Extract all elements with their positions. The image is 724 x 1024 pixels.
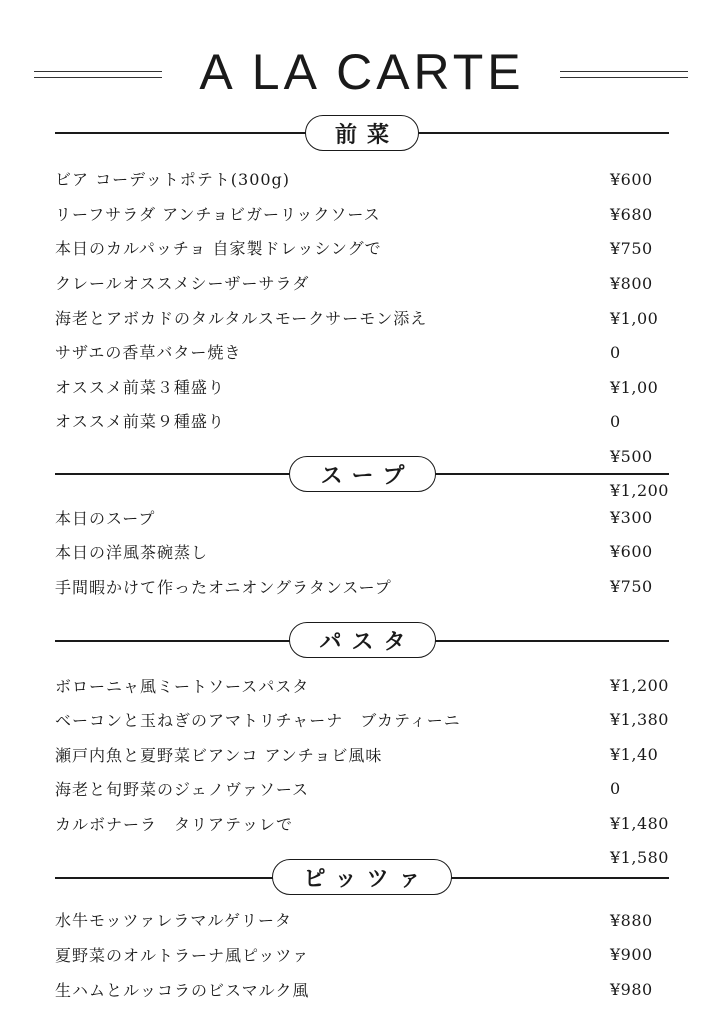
section-heading-soup: スープ [289, 456, 436, 492]
menu-price: ¥1,200 [610, 676, 669, 695]
menu-item: 生ハムとルッコラのビスマルク風 [55, 981, 310, 1000]
menu-item: ベーコンと玉ねぎのアマトリチャーナ ブカティーニ [55, 711, 461, 730]
menu-price: ¥300 [610, 508, 653, 527]
menu-item: 手間暇かけて作ったオニオングラタンスープ [55, 578, 392, 597]
menu-item: 本日のカルパッチョ 自家製ドレッシングで [55, 239, 382, 258]
menu-price: 0 [610, 343, 621, 362]
menu-price: ¥1,00 [610, 378, 659, 397]
menu-item: 瀬戸内魚と夏野菜ビアンコ アンチョビ風味 [55, 746, 383, 765]
menu-price: 0 [610, 412, 621, 431]
menu-price: ¥1,00 [610, 309, 659, 328]
menu-price: ¥500 [610, 447, 653, 466]
menu-item: ビア コーデットポテト(300g) [55, 170, 291, 189]
menu-price: ¥600 [610, 542, 653, 561]
menu-price: ¥880 [610, 911, 653, 930]
menu-price: ¥750 [610, 239, 653, 258]
menu-item: 海老と旬野菜のジェノヴァソース [55, 780, 310, 799]
menu-item: ボローニャ風ミートソースパスタ [55, 677, 310, 696]
menu-price: ¥1,380 [610, 710, 669, 729]
menu-item: サザエの香草バター焼き [55, 343, 242, 362]
menu-item: 本日の洋風茶碗蒸し [55, 543, 209, 562]
section-heading-appetizers: 前菜 [305, 115, 419, 151]
menu-price: ¥750 [610, 577, 653, 596]
menu-price: 0 [610, 779, 621, 798]
menu-item: オススメ前菜９種盛り [55, 412, 225, 431]
menu-price: ¥1,480 [610, 814, 669, 833]
menu-price: ¥900 [610, 945, 653, 964]
page-title: A LA CARTE [199, 44, 525, 100]
menu-price: ¥1,580 [610, 848, 669, 867]
menu-price: ¥980 [610, 980, 653, 999]
menu-price: ¥680 [610, 205, 653, 224]
menu-item: カルボナーラ タリアテッレで [55, 815, 294, 834]
menu-price: ¥800 [610, 274, 653, 293]
menu-item: リーフサラダ アンチョビガーリックソース [55, 205, 381, 224]
section-heading-pizza: ピッツァ [272, 859, 452, 895]
menu-price: ¥1,200 [610, 481, 669, 500]
menu-item: 水牛モッツァレラマルゲリータ [55, 911, 293, 930]
menu-price: ¥600 [610, 170, 653, 189]
menu-item: クレールオススメシーザーサラダ [55, 274, 310, 293]
menu-item: 海老とアボカドのタルタルスモークサーモン添え [55, 309, 428, 328]
menu-price: ¥1,40 [610, 745, 659, 764]
menu-item: 本日のスープ [55, 509, 156, 528]
menu-item: オススメ前菜３種盛り [55, 378, 225, 397]
section-heading-pasta: パスタ [289, 622, 436, 658]
menu-item: 夏野菜のオルトラーナ風ピッツァ [55, 946, 310, 965]
